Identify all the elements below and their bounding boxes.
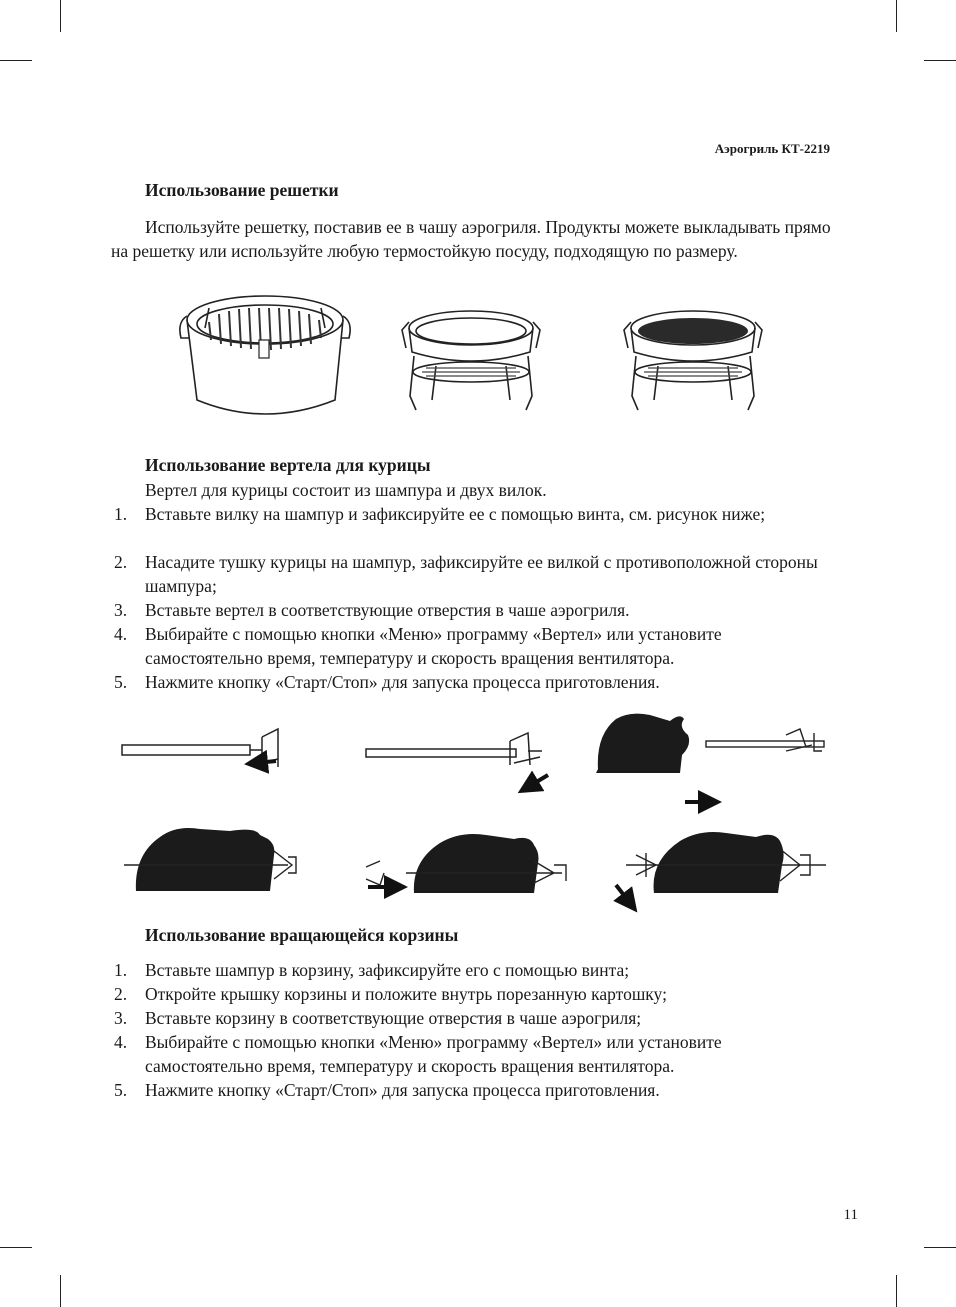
list-item: Выбирайте с помощью кнопки «Меню» программу «Вертел» или установите самостоятельно время, температуру и скорость вращения вентилятора. bbox=[145, 1032, 722, 1076]
list-item: Насадите тушку курицы на шампур, зафиксируйте ее вилкой с противоположной стороны шампура; bbox=[145, 552, 818, 596]
rack-with-food-illustration bbox=[618, 300, 768, 415]
running-header: Аэрогриль КТ-2219 bbox=[714, 141, 830, 156]
spit-assembly-illustration bbox=[110, 705, 840, 915]
list-item: Откройте крышку корзины и положите внутрь порезанную картошку; bbox=[145, 984, 667, 1004]
list-item: Вставьте вертел в соответствующие отверстия в чаше аэрогриля. bbox=[145, 600, 630, 620]
list-item: Выбирайте с помощью кнопки «Меню» программу «Вертел» или установите самостоятельно время, температуру и скорость вращения вентилятора. bbox=[145, 624, 722, 668]
grill-heading: Использование решетки bbox=[145, 180, 339, 200]
crop-mark bbox=[924, 1247, 956, 1248]
list-number: 5. bbox=[114, 672, 128, 692]
spit-heading: Использование вертела для курицы bbox=[145, 455, 431, 475]
step-skewer-fork bbox=[122, 729, 278, 767]
crop-mark bbox=[896, 1275, 897, 1307]
list-number: 3. bbox=[114, 1008, 128, 1028]
rack-with-dish-illustration bbox=[396, 300, 546, 415]
list-number: 4. bbox=[114, 1032, 128, 1052]
grill-paragraph: Используйте решетку, поставив ее в чашу аэрогриля. Продукты можете выкладывать прямо на решетку или используйте любую термостойкую посуду, подходящую по размеру. bbox=[111, 217, 831, 261]
list-item: Вставьте шампур в корзину, зафиксируйте его с помощью винта; bbox=[145, 960, 630, 980]
list-number: 1. bbox=[114, 960, 128, 980]
crop-mark bbox=[924, 60, 956, 61]
page-number: 11 bbox=[843, 1207, 858, 1223]
list-number: 3. bbox=[114, 600, 128, 620]
list-number: 2. bbox=[114, 552, 128, 572]
list-number: 2. bbox=[114, 984, 128, 1004]
list-item: Вставьте корзину в соответствующие отверстия в чаше аэрогриля; bbox=[145, 1008, 642, 1028]
crop-mark bbox=[896, 0, 897, 32]
list-number: 4. bbox=[114, 624, 128, 644]
basket-heading: Использование вращающейся корзины bbox=[145, 925, 459, 945]
crop-mark bbox=[0, 1247, 32, 1248]
spit-intro: Вертел для курицы состоит из шампура и двух вилок. bbox=[145, 480, 547, 500]
list-item: Нажмите кнопку «Старт/Стоп» для запуска процесса приготовления. bbox=[145, 1080, 660, 1100]
list-number: 1. bbox=[114, 504, 128, 524]
list-item: Нажмите кнопку «Старт/Стоп» для запуска процесса приготовления. bbox=[145, 672, 660, 692]
list-item: Вставьте вилку на шампур и зафиксируйте ее с помощью винта, см. рисунок ниже; bbox=[145, 504, 766, 524]
crop-mark bbox=[0, 60, 32, 61]
list-number: 5. bbox=[114, 1080, 128, 1100]
crop-mark bbox=[60, 1275, 61, 1307]
crop-mark bbox=[60, 0, 61, 32]
pot-with-rack-illustration bbox=[175, 288, 355, 428]
